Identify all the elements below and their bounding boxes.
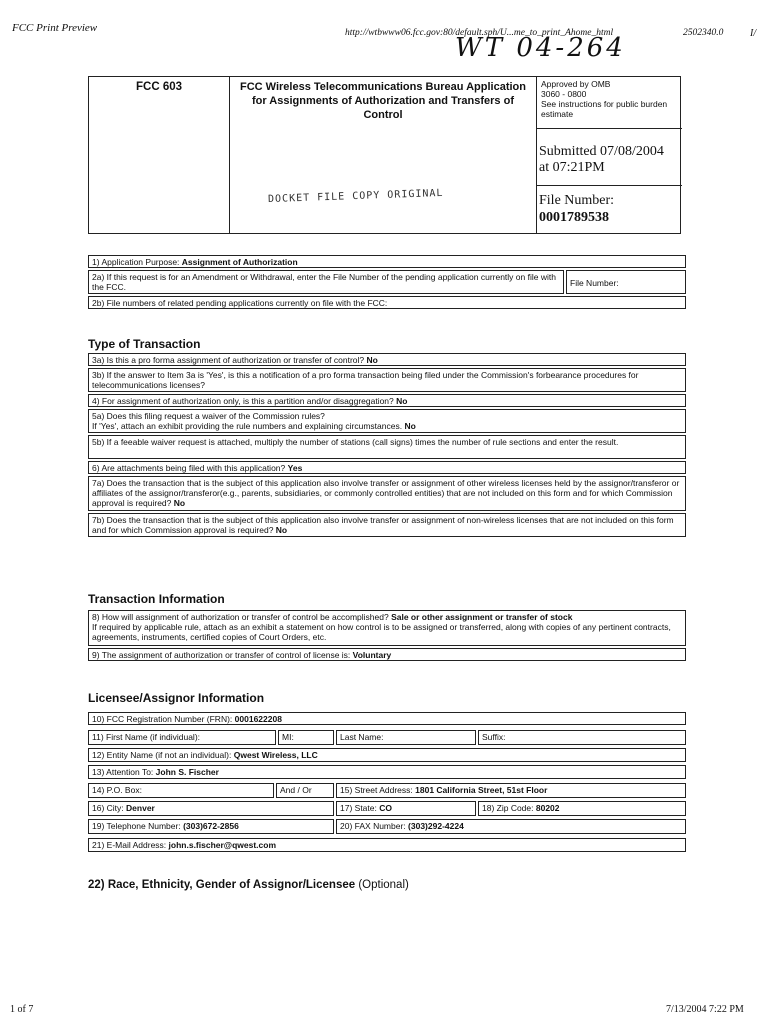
field-label: 15) Street Address: (340, 785, 413, 795)
question-note: If required by applicable rule, attach as an exhibit a statement on how control is to be assigned or transferred, along with copies of any pertinent contracts, agreements, instruments, certified copies of Court Orders, etc. (92, 622, 671, 642)
field-value: (303)292-4224 (408, 821, 464, 831)
question-5a (88, 409, 686, 433)
item-2a-file-number: File Number: (566, 270, 686, 294)
field-value: 1801 California Street, 51st Floor (415, 785, 548, 795)
item-20-fax (336, 819, 686, 834)
page-url: http://wtbwww06.fcc.gov:80/default.sph/U...me_to_print_Ahome_html (345, 28, 614, 38)
question-text: 9) The assignment of authorization or transfer of control of license is: (92, 650, 351, 660)
answer: No (404, 421, 416, 431)
answer: Sale or other assignment or transfer of stock (391, 612, 573, 622)
optional-label: (Optional) (358, 879, 409, 891)
question-7b (88, 513, 686, 537)
item-22-race-ethnicity-gender (88, 879, 409, 891)
question-3b: 3b) If the answer to Item 3a is 'Yes', is this a notification of a pro forma transaction being filed under the Commission's forbearance procedures for telecommunications licenses? (88, 368, 686, 392)
page-count: 1 of 7 (10, 1004, 34, 1015)
omb-approval-label: Approved by OMB (541, 79, 611, 89)
divider (537, 128, 682, 129)
question-3a (88, 353, 686, 366)
question-9 (88, 648, 686, 661)
submitted-time: at 07:21PM (539, 160, 605, 175)
field-label: 17) State: (340, 803, 377, 813)
form-header-box (88, 76, 681, 234)
submitted-info (539, 144, 664, 176)
field-label: 16) City: (92, 803, 124, 813)
question-text: 7a) Does the transaction that is the subject of this application also involve transfer or assignment of other wireless licenses held by the assignor/transferor or affiliates of the assignor/transferor(e.g., parents, subsidiaries, or commonly controlled entities) that are not included on this form and for which Commission approval is required? (92, 478, 680, 508)
field-value: John S. Fischer (155, 767, 219, 777)
question-text: 3a) Is this a pro forma assignment of authorization or transfer of control? (92, 355, 365, 365)
handwritten-docket-annotation: WT 04-264 (455, 33, 626, 63)
item-17-state (336, 801, 476, 816)
item-12-entity-name (88, 748, 686, 762)
answer: No (173, 498, 186, 508)
field-value: (303)672-2856 (183, 821, 239, 831)
answer: No (396, 396, 408, 406)
and-or-label: And / Or (276, 783, 334, 798)
answer: No (275, 525, 288, 535)
question-text: 6) Are attachments being filed with this application? (92, 463, 286, 473)
item-value: Assignment of Authorization (181, 257, 298, 267)
approval-cell (537, 77, 682, 233)
question-text: 4) For assignment of authorization only, is this a partition and/or disaggregation? (92, 396, 394, 406)
question-text: 5a) Does this filing request a waiver of the Commission rules? (92, 411, 325, 421)
item-19-telephone (88, 819, 334, 834)
answer: No (366, 355, 378, 365)
submitted-date: Submitted 07/08/2004 (539, 144, 664, 159)
field-value: CO (379, 803, 392, 813)
field-value: Denver (126, 803, 155, 813)
question-8 (88, 610, 686, 646)
doc-number: 2502340.0 (683, 28, 724, 38)
field-value: john.s.fischer@qwest.com (168, 840, 277, 850)
window-title: FCC Print Preview (12, 22, 98, 34)
item-2a: 2a) If this request is for an Amendment or Withdrawal, enter the File Number of the pending application currently on file with the FCC. (88, 270, 564, 294)
omb-approval (541, 79, 682, 119)
item-13-attention-to (88, 765, 686, 779)
answer: Yes (287, 463, 303, 473)
field-label: 19) Telephone Number: (92, 821, 181, 831)
question-5b: 5b) If a feeable waiver request is attached, multiply the number of stations (call signs) times the number of rule sections and enter the result. (88, 435, 686, 459)
item-11-mi: MI: (278, 730, 334, 745)
item-2b: 2b) File numbers of related pending applications currently on file with the FCC: (88, 296, 686, 309)
file-number: 0001789538 (539, 210, 609, 225)
field-value: 0001622208 (234, 714, 282, 724)
edge-mark: I/ (750, 28, 757, 39)
question-text: 7b) Does the transaction that is the subject of this application also involve transfer or assignment of non-wireless licenses that are not included on this form and for which Commission approval is required? (92, 515, 674, 535)
field-value: Qwest Wireless, LLC (233, 750, 318, 760)
item-11-first-name: 11) First Name (if individual): (88, 730, 276, 745)
field-label: 12) Entity Name (if not an individual): (92, 750, 232, 760)
answer: Voluntary (352, 650, 392, 660)
omb-number: 3060 - 0800 (541, 89, 587, 99)
question-text: 8) How will assignment of authorization or transfer of control be accomplished? (92, 612, 389, 622)
question-4 (88, 394, 686, 407)
field-label: 10) FCC Registration Number (FRN): (92, 714, 233, 724)
item-16-city (88, 801, 334, 816)
divider (537, 185, 682, 186)
field-label: 20) FAX Number: (340, 821, 406, 831)
docket-stamp: DOCKET FILE COPY ORIGINAL (267, 187, 444, 206)
field-label: 21) E-Mail Address: (92, 840, 167, 850)
field-label: 13) Attention To: (92, 767, 154, 777)
print-datetime: 7/13/2004 7:22 PM (666, 1004, 744, 1015)
bureau-title-cell (230, 77, 537, 233)
item-10-frn (88, 712, 686, 725)
field-value: 80202 (535, 803, 560, 813)
form-number-cell (89, 77, 230, 233)
file-number-label: File Number: (539, 193, 615, 208)
item-11-suffix: Suffix: (478, 730, 686, 745)
item-1-application-purpose (88, 255, 686, 268)
item-14-po-box: 14) P.O. Box: (88, 783, 274, 798)
item-title: 22) Race, Ethnicity, Gender of Assignor/Licensee (88, 879, 356, 891)
field-label: 18) Zip Code: (482, 803, 534, 813)
question-6 (88, 461, 686, 474)
section-title-transaction-info: Transaction Information (88, 592, 225, 606)
bureau-title: FCC Wireless Telecommunications Bureau Application for Assignments of Authorization and Transfers of Control (240, 81, 526, 121)
question-text-line2: If 'Yes', attach an exhibit providing the rule numbers and explaining circumstances. (92, 421, 403, 431)
item-label: 1) Application Purpose: (92, 257, 180, 267)
question-7a (88, 476, 686, 511)
item-11-last-name: Last Name: (336, 730, 476, 745)
section-title-transaction-type: Type of Transaction (88, 337, 201, 351)
form-number: FCC 603 (135, 81, 183, 93)
section-title-licensee: Licensee/Assignor Information (88, 691, 265, 705)
item-15-street-address (336, 783, 686, 798)
item-18-zip-code (478, 801, 686, 816)
item-21-email (88, 838, 686, 852)
omb-note: See instructions for public burden estimate (541, 99, 668, 119)
